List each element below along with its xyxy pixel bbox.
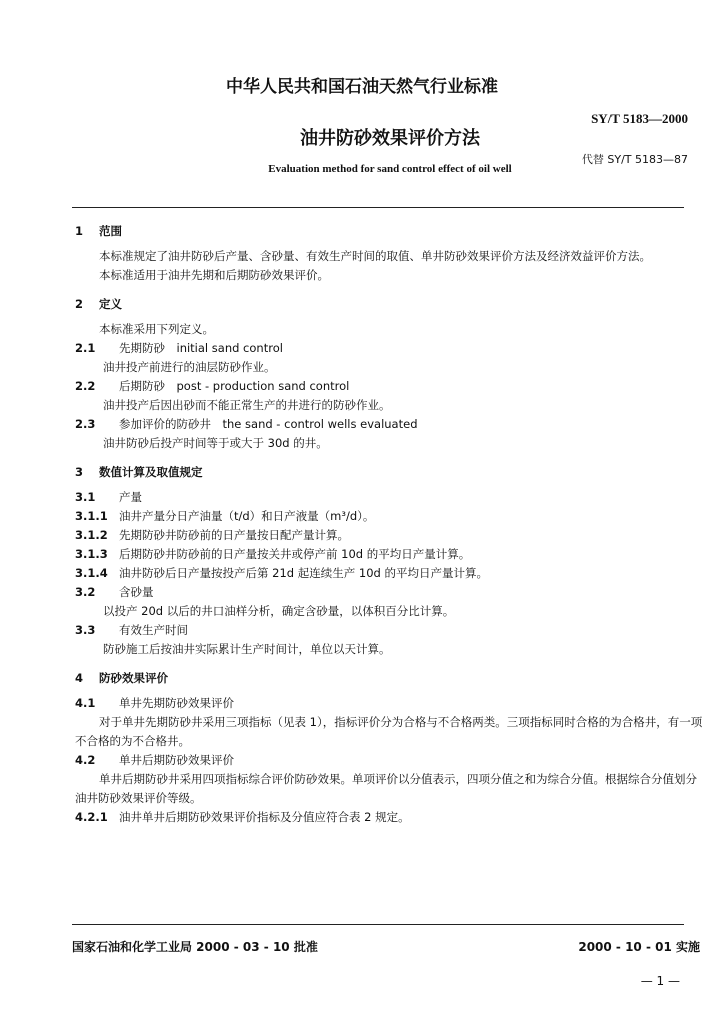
section-heading	[75, 463, 705, 482]
clause-number: 4.2.1	[75, 810, 108, 824]
header-divider	[72, 207, 684, 208]
document-body	[75, 222, 705, 827]
clause-number: 3.3	[75, 623, 96, 637]
clause-number: 3.1.2	[75, 528, 108, 542]
paragraph: 防砂施工后按油井实际累计生产时间计，单位以天计算。	[103, 642, 391, 656]
section-heading	[75, 222, 705, 241]
clause-text: 先期防砂井防砂前的日产量按日配产量计算。	[119, 528, 349, 542]
clause	[75, 545, 705, 564]
clause-text: 后期防砂井防砂前的日产量按关井或停产前 10d 的平均日产量计算。	[119, 547, 471, 561]
replaces-standard: 代替 SY/T 5183—87	[581, 153, 688, 166]
clause	[75, 507, 705, 526]
clause	[75, 564, 705, 583]
clause-text: 参加评价的防砂井 the sand - control wells evaluated	[119, 417, 418, 431]
clause	[75, 377, 705, 396]
org-title: 中华人民共和国石油天然气行业标准	[226, 77, 498, 97]
clause-text: 有效生产时间	[119, 623, 188, 637]
clause-number: 3.1.1	[75, 509, 108, 523]
clause-number: 3.2	[75, 585, 96, 599]
paragraph: 本标准规定了油井防砂后产量、含砂量、有效生产时间的取值、单井防砂效果评价方法及经济效益评价方法。	[99, 249, 651, 263]
page-number: — 1 —	[640, 974, 680, 988]
section-number: 2	[75, 297, 84, 311]
clause	[75, 526, 705, 545]
clause-text: 产量	[119, 490, 142, 504]
paragraph: 油井防砂后投产时间等于或大于 30d 的井。	[103, 436, 328, 450]
clause-number: 4.2	[75, 753, 96, 767]
standard-number: SY/T 5183—2000	[591, 111, 688, 126]
paragraph: 本标准适用于油井先期和后期防砂效果评价。	[99, 268, 329, 282]
clause-number: 2.1	[75, 341, 96, 355]
paragraph: 对于单井先期防砂井采用三项指标（见表 1），指标评价分为合格与不合格两类。三项指标同时合格的为合格井，有一项不合格的为不合格井。	[75, 715, 703, 748]
clause-text: 油井防砂后日产量按投产后第 21d 起连续生产 10d 的平均日产量计算。	[119, 566, 488, 580]
clause-number: 4.1	[75, 696, 96, 710]
clause	[75, 488, 705, 507]
clause	[75, 694, 705, 713]
document-title: 油井防砂效果评价方法	[300, 128, 480, 149]
clause-text: 含砂量	[119, 585, 154, 599]
clause-text: 油井单井后期防砂效果评价指标及分值应符合表 2 规定。	[119, 810, 410, 824]
paragraph: 油井投产前进行的油层防砂作业。	[103, 360, 276, 374]
section-title: 防砂效果评价	[99, 671, 168, 685]
clause	[75, 621, 705, 640]
clause-number: 3.1	[75, 490, 96, 504]
section-number: 1	[75, 224, 84, 238]
clause-text: 单井先期防砂效果评价	[119, 696, 234, 710]
clause-text: 后期防砂 post - production sand control	[119, 379, 350, 393]
clause-number: 2.2	[75, 379, 96, 393]
clause	[75, 808, 705, 827]
section-number: 3	[75, 465, 84, 479]
clause	[75, 339, 705, 358]
clause	[75, 583, 705, 602]
paragraph: 本标准采用下列定义。	[99, 322, 214, 336]
clause-number: 2.3	[75, 417, 96, 431]
clause-number: 3.1.4	[75, 566, 108, 580]
paragraph: 单井后期防砂井采用四项指标综合评价防砂效果。单项评价以分值表示，四项分值之和为综合分值。根据综合分值划分油井防砂效果评价等级。	[75, 772, 697, 805]
section-number: 4	[75, 671, 84, 685]
clause-text: 油井产量分日产油量（t/d）和日产液量（m³/d）。	[119, 509, 375, 523]
section-title: 定义	[99, 297, 122, 311]
clause	[75, 415, 705, 434]
section-heading	[75, 295, 705, 314]
clause-text: 先期防砂 initial sand control	[119, 341, 283, 355]
clause-text: 单井后期防砂效果评价	[119, 753, 234, 767]
english-title: Evaluation method for sand control effect of oil well	[268, 163, 512, 175]
effective-date: 2000 - 10 - 01 实施	[578, 940, 700, 954]
section-title: 数值计算及取值规定	[99, 465, 203, 479]
section-heading	[75, 669, 705, 688]
footer-divider	[72, 924, 684, 925]
clause	[75, 751, 705, 770]
paragraph: 以投产 20d 以后的井口油样分析，确定含砂量，以体积百分比计算。	[103, 604, 455, 618]
paragraph: 油井投产后因出砂而不能正常生产的井进行的防砂作业。	[103, 398, 391, 412]
clause-number: 3.1.3	[75, 547, 108, 561]
section-title: 范围	[99, 224, 122, 238]
approval-date: 国家石油和化学工业局 2000 - 03 - 10 批准	[72, 940, 318, 954]
